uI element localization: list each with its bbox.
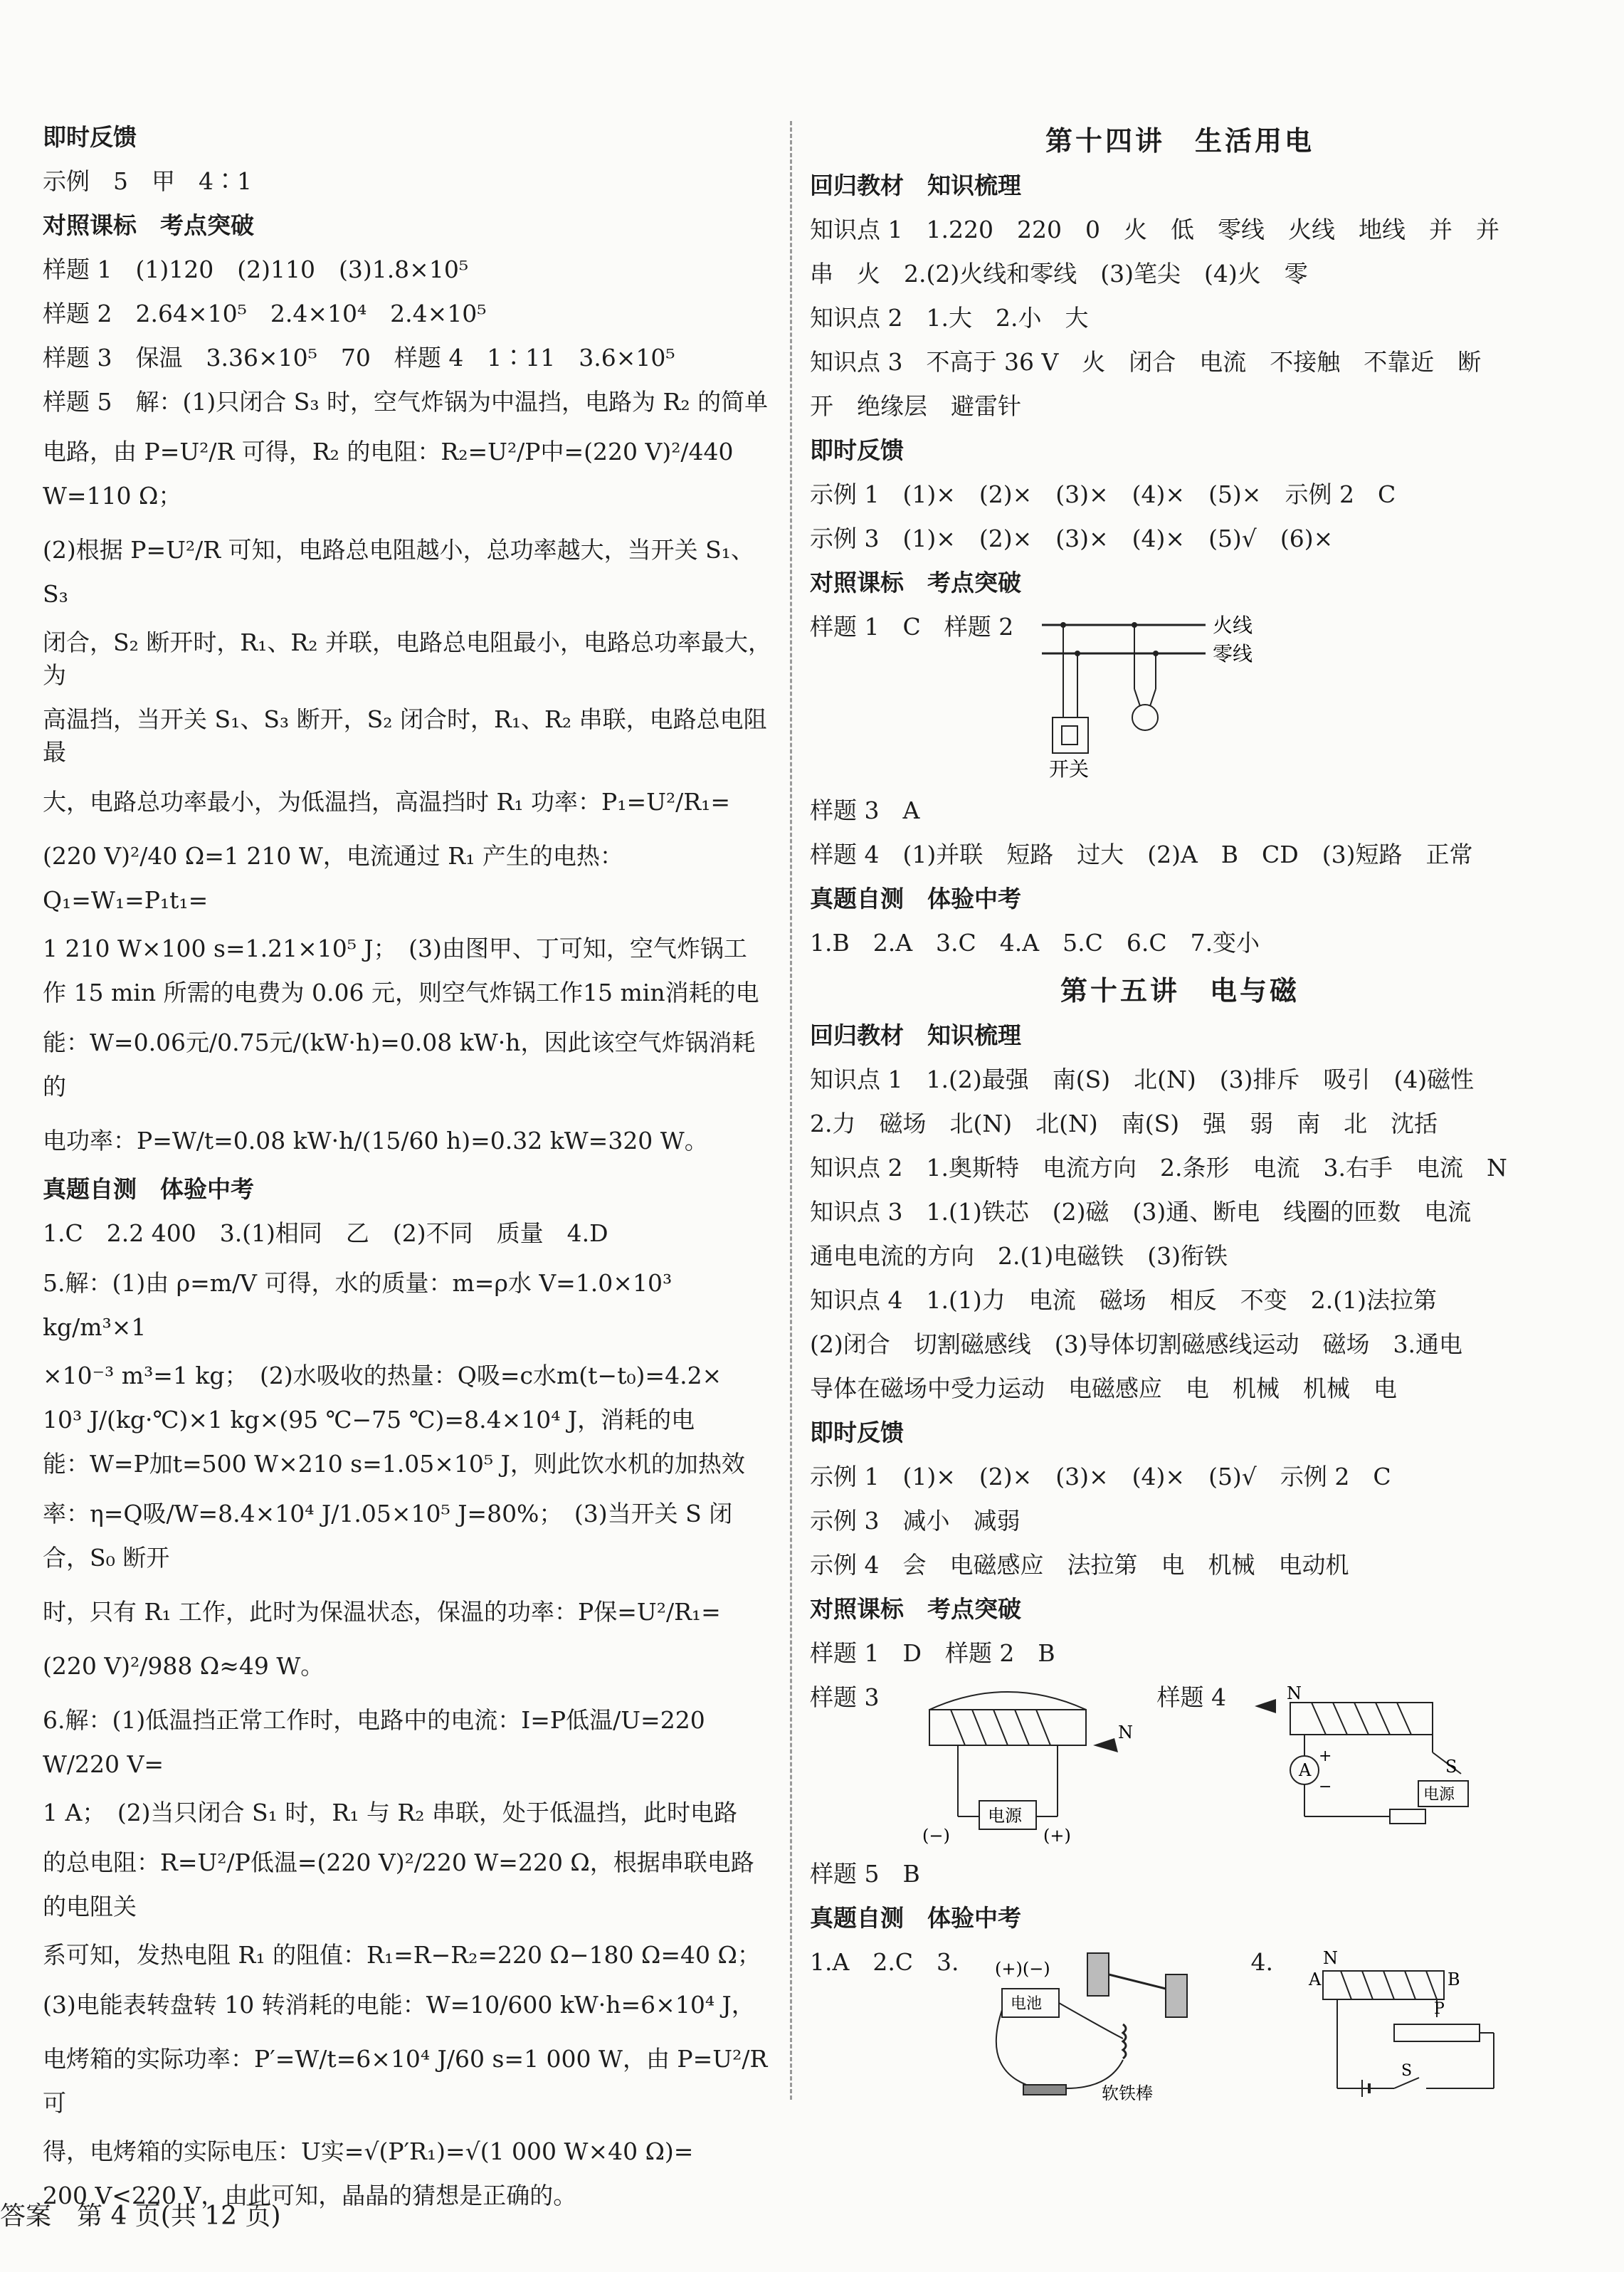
answer-line: (220 V)²/40 Ω=1 210 W，电流通过 R₁ 产生的电热：Q₁=W₁=P₁t₁= xyxy=(43,842,623,914)
answer-line: 样题 3 A xyxy=(810,796,920,824)
answer-line: 知识点 1 1.220 220 0 火 低 零线 火线 地线 并 并 xyxy=(810,216,1499,243)
answer-line: 知识点 4 1.(1)力 电流 磁场 相反 不变 2.(1)法拉第 xyxy=(810,1286,1437,1314)
answer-line: 样题 1 D 样题 2 B xyxy=(810,1639,1055,1667)
lecture-title: 第十四讲 生活用电 xyxy=(1045,125,1314,157)
answer-line: 知识点 3 1.(1)铁芯 (2)磁 (3)通、断电 线圈的匝数 电流 xyxy=(810,1198,1472,1226)
answer-line: 电烤箱的实际功率：P′=W/t=6×10⁴ J/60 s=1 000 W，由 P=U²/R 可 xyxy=(43,2045,775,2117)
answer-line: 样题 1 (1)120 (2)110 (3)1.8×10⁵ xyxy=(43,256,469,283)
answer-line: 通电电流的方向 2.(1)电磁铁 (3)衔铁 xyxy=(810,1242,1228,1270)
answer-line: 样题 1 C 样题 2 xyxy=(810,613,1014,641)
answer-line: 导体在磁场中受力运动 电磁感应 电 机械 机械 电 xyxy=(810,1374,1397,1402)
answer-line: 样题 3 保温 3.36×10⁵ 70 样题 4 1∶11 3.6×10⁵ xyxy=(43,344,675,372)
rheostat-icon xyxy=(1394,2024,1480,2041)
answer-line: (2)闭合 切割磁感线 (3)导体切割磁感线运动 磁场 3.通电 xyxy=(810,1330,1462,1358)
switch-label: S xyxy=(1401,2062,1413,2080)
electric-bell-diagram xyxy=(981,1946,1230,2110)
sample3-4-row xyxy=(810,1681,1550,1845)
minus-label: − xyxy=(1319,1778,1332,1796)
neutral-wire-label: 零线 xyxy=(1213,642,1253,666)
answer-line: 得，电烤箱的实际电压：U实=√(P′R₁)=√(1 000 W×40 Ω)= xyxy=(43,2137,694,2165)
real-test-row xyxy=(810,1946,1550,2110)
answer-line: 电功率：P=W/t=0.08 kW·h/(15/60 h)=0.32 kW=320 W。 xyxy=(43,1127,708,1155)
electromagnet-diagram-3 xyxy=(901,1681,1136,1845)
answer-line: 样题 2 2.64×10⁵ 2.4×10⁴ 2.4×10⁵ xyxy=(43,300,487,327)
answer-line: 样题 4 xyxy=(1156,1683,1226,1711)
answer-line: 1 A； (2)当只闭合 S₁ 时，R₁ 与 R₂ 串联，处于低温挡，此时电路 xyxy=(43,1799,737,1826)
answer-line: 高温挡，当开关 S₁、S₃ 断开，S₂ 闭合时，R₁、R₂ 串联，电路总电阻最 xyxy=(43,705,767,766)
section-heading: 回归教材 知识梳理 xyxy=(810,172,1021,199)
answer-line: 1.B 2.A 3.C 4.A 5.C 6.C 7.变小 xyxy=(810,929,1260,957)
answer-line: 4. xyxy=(1250,1948,1274,1976)
section-heading: 对照课标 考点突破 xyxy=(43,211,254,239)
answer-line: 能：W=P加t=500 W×210 s=1.05×10⁵ J，则此饮水机的加热效 xyxy=(43,1450,745,1478)
ammeter-label: A xyxy=(1299,1760,1312,1780)
answer-line: 开 绝缘层 避雷针 xyxy=(810,392,1021,420)
north-label: N xyxy=(1117,1723,1133,1742)
answer-line: 样题 5 解：(1)只闭合 S₃ 时，空气炸锅为中温挡，电路为 R₂ 的简单 xyxy=(43,388,769,416)
answer-line: 1 210 W×100 s=1.21×10⁵ J； (3)由图甲、丁可知，空气炸锅工 xyxy=(43,935,747,962)
slider-label: P xyxy=(1434,2000,1445,2018)
compass-needle-icon xyxy=(1255,1699,1276,1713)
coil-icon xyxy=(1323,1971,1444,1999)
answer-line: (220 V)²/988 Ω≈49 W。 xyxy=(43,1652,325,1680)
positive-terminal-label: (+) xyxy=(1043,1826,1071,1845)
plus-label: + xyxy=(1319,1747,1332,1765)
answer-line: 能：W=0.06元/0.75元/(kW·h)=0.08 kW·h，因此该空气炸锅消耗的 xyxy=(43,1029,756,1100)
answer-line: 知识点 1 1.(2)最强 南(S) 北(N) (3)排斥 吸引 (4)磁性 xyxy=(810,1066,1475,1093)
power-label: 电源 xyxy=(987,1806,1022,1826)
terminal-b-label: B xyxy=(1448,1969,1460,1989)
section-heading: 真题自测 体验中考 xyxy=(810,1904,1021,1932)
answer-line: 系可知，发热电阻 R₁ 的阻值：R₁=R−R₂=220 Ω−180 Ω=40 Ω； xyxy=(43,1941,761,1969)
answer-line: 的总电阻：R=U²/P低温=(220 V)²/220 W=220 Ω，根据串联电路的电阻关 xyxy=(43,1848,754,1920)
answer-line: 大，电路总功率最小，为低温挡，高温挡时 R₁ 功率：P₁=U²/R₁= xyxy=(43,788,731,816)
section-heading: 对照课标 考点突破 xyxy=(810,1595,1021,1623)
answer-line: 样题 5 B xyxy=(810,1860,920,1888)
coil-icon xyxy=(1123,2024,1126,2058)
electromagnet-diagram-real4 xyxy=(1295,1946,1508,2110)
section-heading: 真题自测 体验中考 xyxy=(43,1175,254,1203)
answer-line: 示例 1 (1)× (2)× (3)× (4)× (5)× 示例 2 C xyxy=(810,480,1396,508)
switch-icon xyxy=(1023,2085,1066,2095)
answer-line: 率：η=Q吸/W=8.4×10⁴ J/1.05×10⁵ J=80%； (3)当开关 S 闭合，S₀ 断开 xyxy=(43,1500,733,1572)
household-circuit-diagram xyxy=(1035,611,1270,782)
answer-line: 10³ J/(kg·℃)×1 kg×(95 ℃−75 ℃)=8.4×10⁴ J，消耗的电 xyxy=(43,1406,695,1434)
power-label: 电源 xyxy=(1423,1786,1455,1804)
answer-line: 示例 3 (1)× (2)× (3)× (4)× (5)√ (6)× xyxy=(810,525,1334,552)
section-heading: 真题自测 体验中考 xyxy=(810,885,1021,913)
north-label: N xyxy=(1323,1948,1339,1968)
magnet-block-icon xyxy=(1166,1974,1187,2017)
answer-line: 电路，由 P=U²/R 可得，R₂ 的电阻：R₂=U²/P中=(220 V)²/440 W=110 Ω； xyxy=(43,438,742,510)
soft-iron-label: 软铁棒 xyxy=(1101,2083,1153,2103)
negative-terminal-label: (−) xyxy=(922,1826,950,1845)
answer-line: 示例 5 甲 4∶1 xyxy=(43,167,252,195)
section-heading: 回归教材 知识梳理 xyxy=(810,1021,1021,1049)
answer-line: 200 V<220 V，由此可知，晶晶的猜想是正确的。 xyxy=(43,2182,577,2209)
terminal-a-label: A xyxy=(1309,1969,1322,1989)
answer-line: (2)根据 P=U²/R 可知，电路总电阻越小，总功率越大，当开关 S₁、S₃ xyxy=(43,536,754,608)
answer-line: 示例 3 减小 减弱 xyxy=(810,1507,1021,1535)
answer-line: 知识点 3 不高于 36 V 火 闭合 电流 不接触 不靠近 断 xyxy=(810,348,1482,376)
switch-label: S xyxy=(1445,1757,1457,1777)
answer-line: 样题 4 (1)并联 短路 过大 (2)A B CD (3)短路 正常 xyxy=(810,841,1473,868)
answer-line: 串 火 2.(2)火线和零线 (3)笔尖 (4)火 零 xyxy=(810,260,1308,288)
answer-line: 闭合，S₂ 断开时，R₁、R₂ 并联，电路总电阻最小，电路总功率最大，为 xyxy=(43,629,771,689)
section-heading: 即时反馈 xyxy=(810,1419,904,1446)
section-heading: 对照课标 考点突破 xyxy=(810,569,1021,596)
page-footer: 答案 第 4 页(共 12 页) xyxy=(0,2202,281,2231)
answer-line: 知识点 2 1.奥斯特 电流方向 2.条形 电流 3.右手 电流 N xyxy=(810,1154,1507,1182)
answer-line: 6.解：(1)低温挡正常工作时，电路中的电流：I=P低温/U=220 W/220 V= xyxy=(43,1706,713,1778)
answer-line: 时，只有 R₁ 工作，此时为保温状态，保温的功率：P保=U²/R₁= xyxy=(43,1598,721,1626)
answer-line: 示例 4 会 电磁感应 法拉第 电 机械 电动机 xyxy=(810,1551,1349,1579)
answer-line: 样题 3 xyxy=(810,1683,880,1711)
answer-line: 知识点 2 1.大 2.小 大 xyxy=(810,304,1089,332)
battery-terminals-label: (+)(−) xyxy=(994,1959,1050,1979)
section-heading: 即时反馈 xyxy=(810,436,904,464)
right-column xyxy=(810,121,1550,2123)
switch-icon xyxy=(1053,717,1088,753)
answer-line: 1.C 2.2 400 3.(1)相同 乙 (2)不同 质量 4.D xyxy=(43,1219,608,1247)
answer-line: (3)电能表转盘转 10 转消耗的电能：W=10/600 kW·h=6×10⁴ J， xyxy=(43,1991,755,2019)
compass-needle-icon xyxy=(1093,1738,1118,1752)
answer-line: ×10⁻³ m³=1 kg； (2)水吸收的热量：Q吸=c水m(t−t₀)=4.2× xyxy=(43,1362,722,1389)
left-column xyxy=(43,121,776,2224)
live-wire-label: 火线 xyxy=(1213,614,1253,637)
answer-line: 示例 1 (1)× (2)× (3)× (4)× (5)√ 示例 2 C xyxy=(810,1463,1391,1490)
electromagnet-diagram-4 xyxy=(1248,1681,1482,1845)
answer-line: 5.解：(1)由 ρ=m/V 可得，水的质量：m=ρ水 V=1.0×10³ kg/m³×1 xyxy=(43,1269,680,1341)
magnet-block-icon xyxy=(1087,1953,1109,1996)
rheostat-icon xyxy=(1390,1809,1425,1824)
lecture-title: 第十五讲 电与磁 xyxy=(1060,975,1299,1006)
answer-line: 1.A 2.C 3. xyxy=(810,1948,959,1976)
column-divider xyxy=(790,121,792,2100)
answer-line: 作 15 min 所需的电费为 0.06 元，则空气炸锅工作15 min消耗的电 xyxy=(43,979,759,1006)
switch-label: 开关 xyxy=(1049,757,1090,781)
battery-label: 电池 xyxy=(1010,1995,1042,2013)
section-heading: 即时反馈 xyxy=(43,123,137,151)
bulb-icon xyxy=(1132,705,1158,730)
north-label: N xyxy=(1287,1683,1302,1703)
sample2-row xyxy=(810,611,1550,782)
answer-line: 2.力 磁场 北(N) 北(N) 南(S) 强 弱 南 北 沈括 xyxy=(810,1110,1438,1137)
